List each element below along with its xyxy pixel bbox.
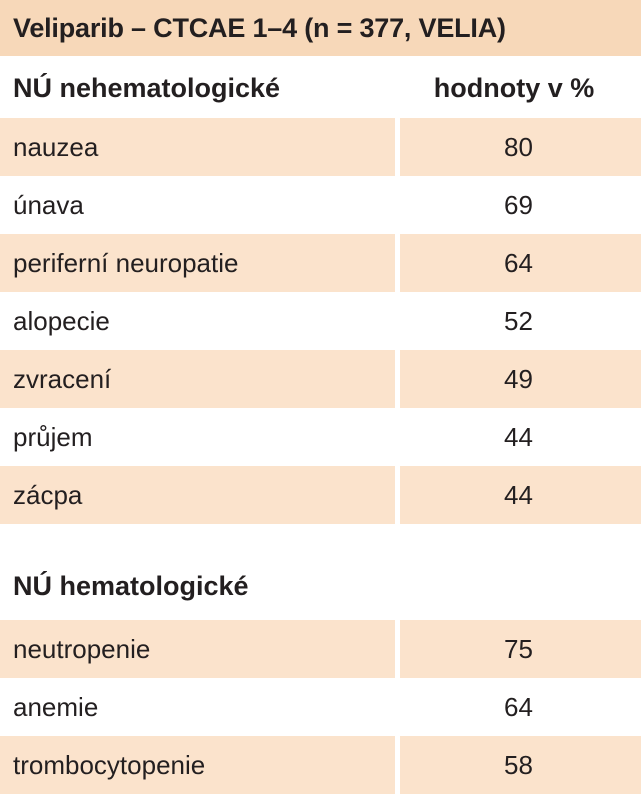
table-row (0, 678, 641, 736)
row-label: periferní neuropatie (0, 234, 395, 292)
row-value: 64 (504, 691, 533, 722)
row-value: 58 (400, 736, 641, 794)
table-row (0, 350, 641, 408)
table-row (0, 234, 641, 292)
table-row (0, 118, 641, 176)
table-header (0, 58, 641, 118)
row-label: alopecie (13, 305, 110, 336)
table-row (0, 466, 641, 524)
row-label: zácpa (0, 466, 395, 524)
row-label: anemie (13, 691, 99, 722)
row-value: 52 (504, 305, 533, 336)
row-label: neutropenie (0, 620, 395, 678)
row-label: únava (13, 189, 84, 220)
table-row (0, 176, 641, 234)
row-label: průjem (13, 421, 93, 452)
header-nonhematologic: NÚ nehematologické (13, 72, 281, 103)
table-row (0, 620, 641, 678)
row-value: 80 (400, 118, 641, 176)
row-value: 49 (400, 350, 641, 408)
row-label: nauzea (0, 118, 395, 176)
table-title: Veliparib – CTCAE 1–4 (n = 377, VELIA) (0, 0, 641, 56)
table-row (0, 408, 641, 466)
row-value: 44 (504, 421, 533, 452)
table-row (0, 292, 641, 350)
section-title-hematologic: NÚ hematologické (13, 570, 249, 601)
row-value: 64 (400, 234, 641, 292)
row-value: 44 (400, 466, 641, 524)
row-value: 75 (400, 620, 641, 678)
row-label: trombocytopenie (0, 736, 395, 794)
header-values-percent: hodnoty v % (433, 72, 595, 103)
row-label: zvracení (0, 350, 395, 408)
row-value: 69 (504, 189, 533, 220)
table-row (0, 736, 641, 794)
